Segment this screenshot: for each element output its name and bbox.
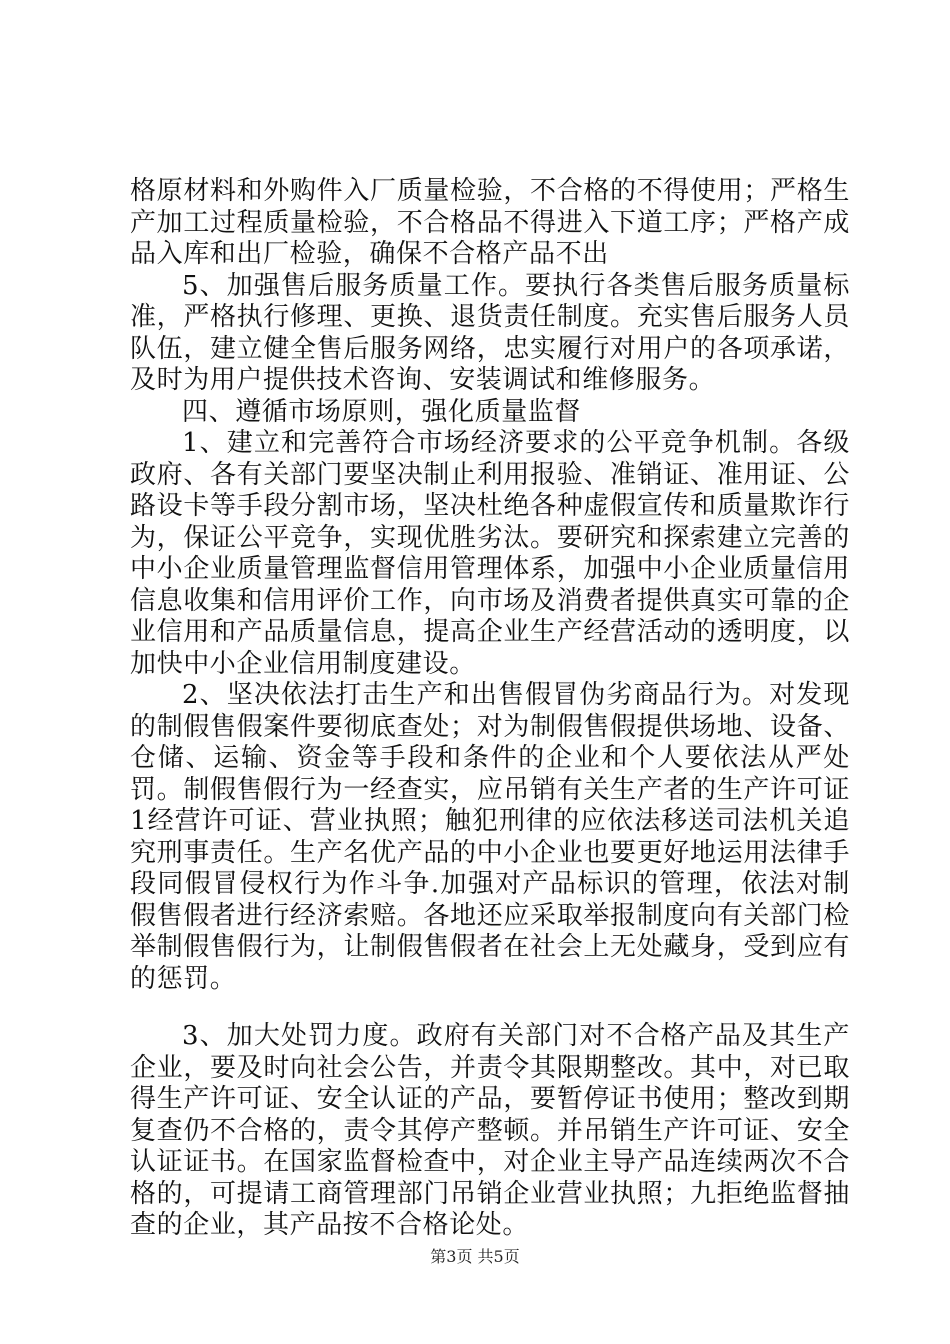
paragraph-item-1: 1、建立和完善符合市场经济要求的公平竞争机制。各级政府、各有关部门要坚决制止利用报验、准销证、准用证、公路设卡等手段分割市场，坚决杜绝各种虚假宣传和质量欺诈行为，保证公平竞争，实现优胜劣汰。要研究和探索建立完善的中小企业质量管理监督信用管理体系，加强中小企业质量信用信息收集和信用评价工作，向市场及消费者提供真实可靠的企业信用和产品质量信息，提高企业生产经营活动的透明度，以加快中小企业信用制度建设。 (130, 428, 850, 679)
paragraph-item-5: 5、加强售后服务质量工作。要执行各类售后服务质量标准，严格执行修理、更换、退货责任制度。充实售后服务人员队伍，建立健全售后服务网络，忠实履行对用户的各项承诺，及时为用户提供技术咨询、安装调试和维修服务。 (130, 270, 850, 395)
paragraph-item-2: 2、坚决依法打击生产和出售假冒伪劣商品行为。对发现的制假售假案件要彻底查处；对为制假售假提供场地、设备、仓储、运输、资金等手段和条件的企业和个人要依法从严处罚。制假售假行为一经查实，应吊销有关生产者的生产许可证1经营许可证、营业执照；触犯刑律的应依法移送司法机关追究刑事责任。生产名优产品的中小企业也要更好地运用法律手段同假冒侵权行为作斗争.加强对产品标识的管理，依法对制假售假者进行经济索赔。各地还应采取举报制度向有关部门检举制假售假行为，让制假售假者在社会上无处藏身，受到应有的惩罚。 (130, 680, 850, 994)
paragraph-item-3: 3、加大处罚力度。政府有关部门对不合格产品及其生产企业，要及时向社会公告，并责令其限期整改。其中，对已取得生产许可证、安全认证的产品，要暂停证书使用；整改到期复查仍不合格的，责令其停产整顿。并吊销生产许可证、安全认证证书。在国家监督检查中，对企业主导产品连续两次不合格的，可提请工商管理部门吊销企业营业执照；九拒绝监督抽查的企业，其产品按不合格论处。 (130, 1021, 850, 1240)
paragraph-continuation: 格原材料和外购件入厂质量检验，不合格的不得使用；严格生产加工过程质量检验，不合格品不得进入下道工序；严格产成品入库和出厂检验，确保不合格产品不出 (130, 176, 850, 269)
section-heading-4: 四、遵循市场原则，强化质量监督 (182, 396, 582, 427)
page-footer: 第3页 共5页 (430, 1247, 520, 1266)
document-body (130, 176, 850, 1242)
